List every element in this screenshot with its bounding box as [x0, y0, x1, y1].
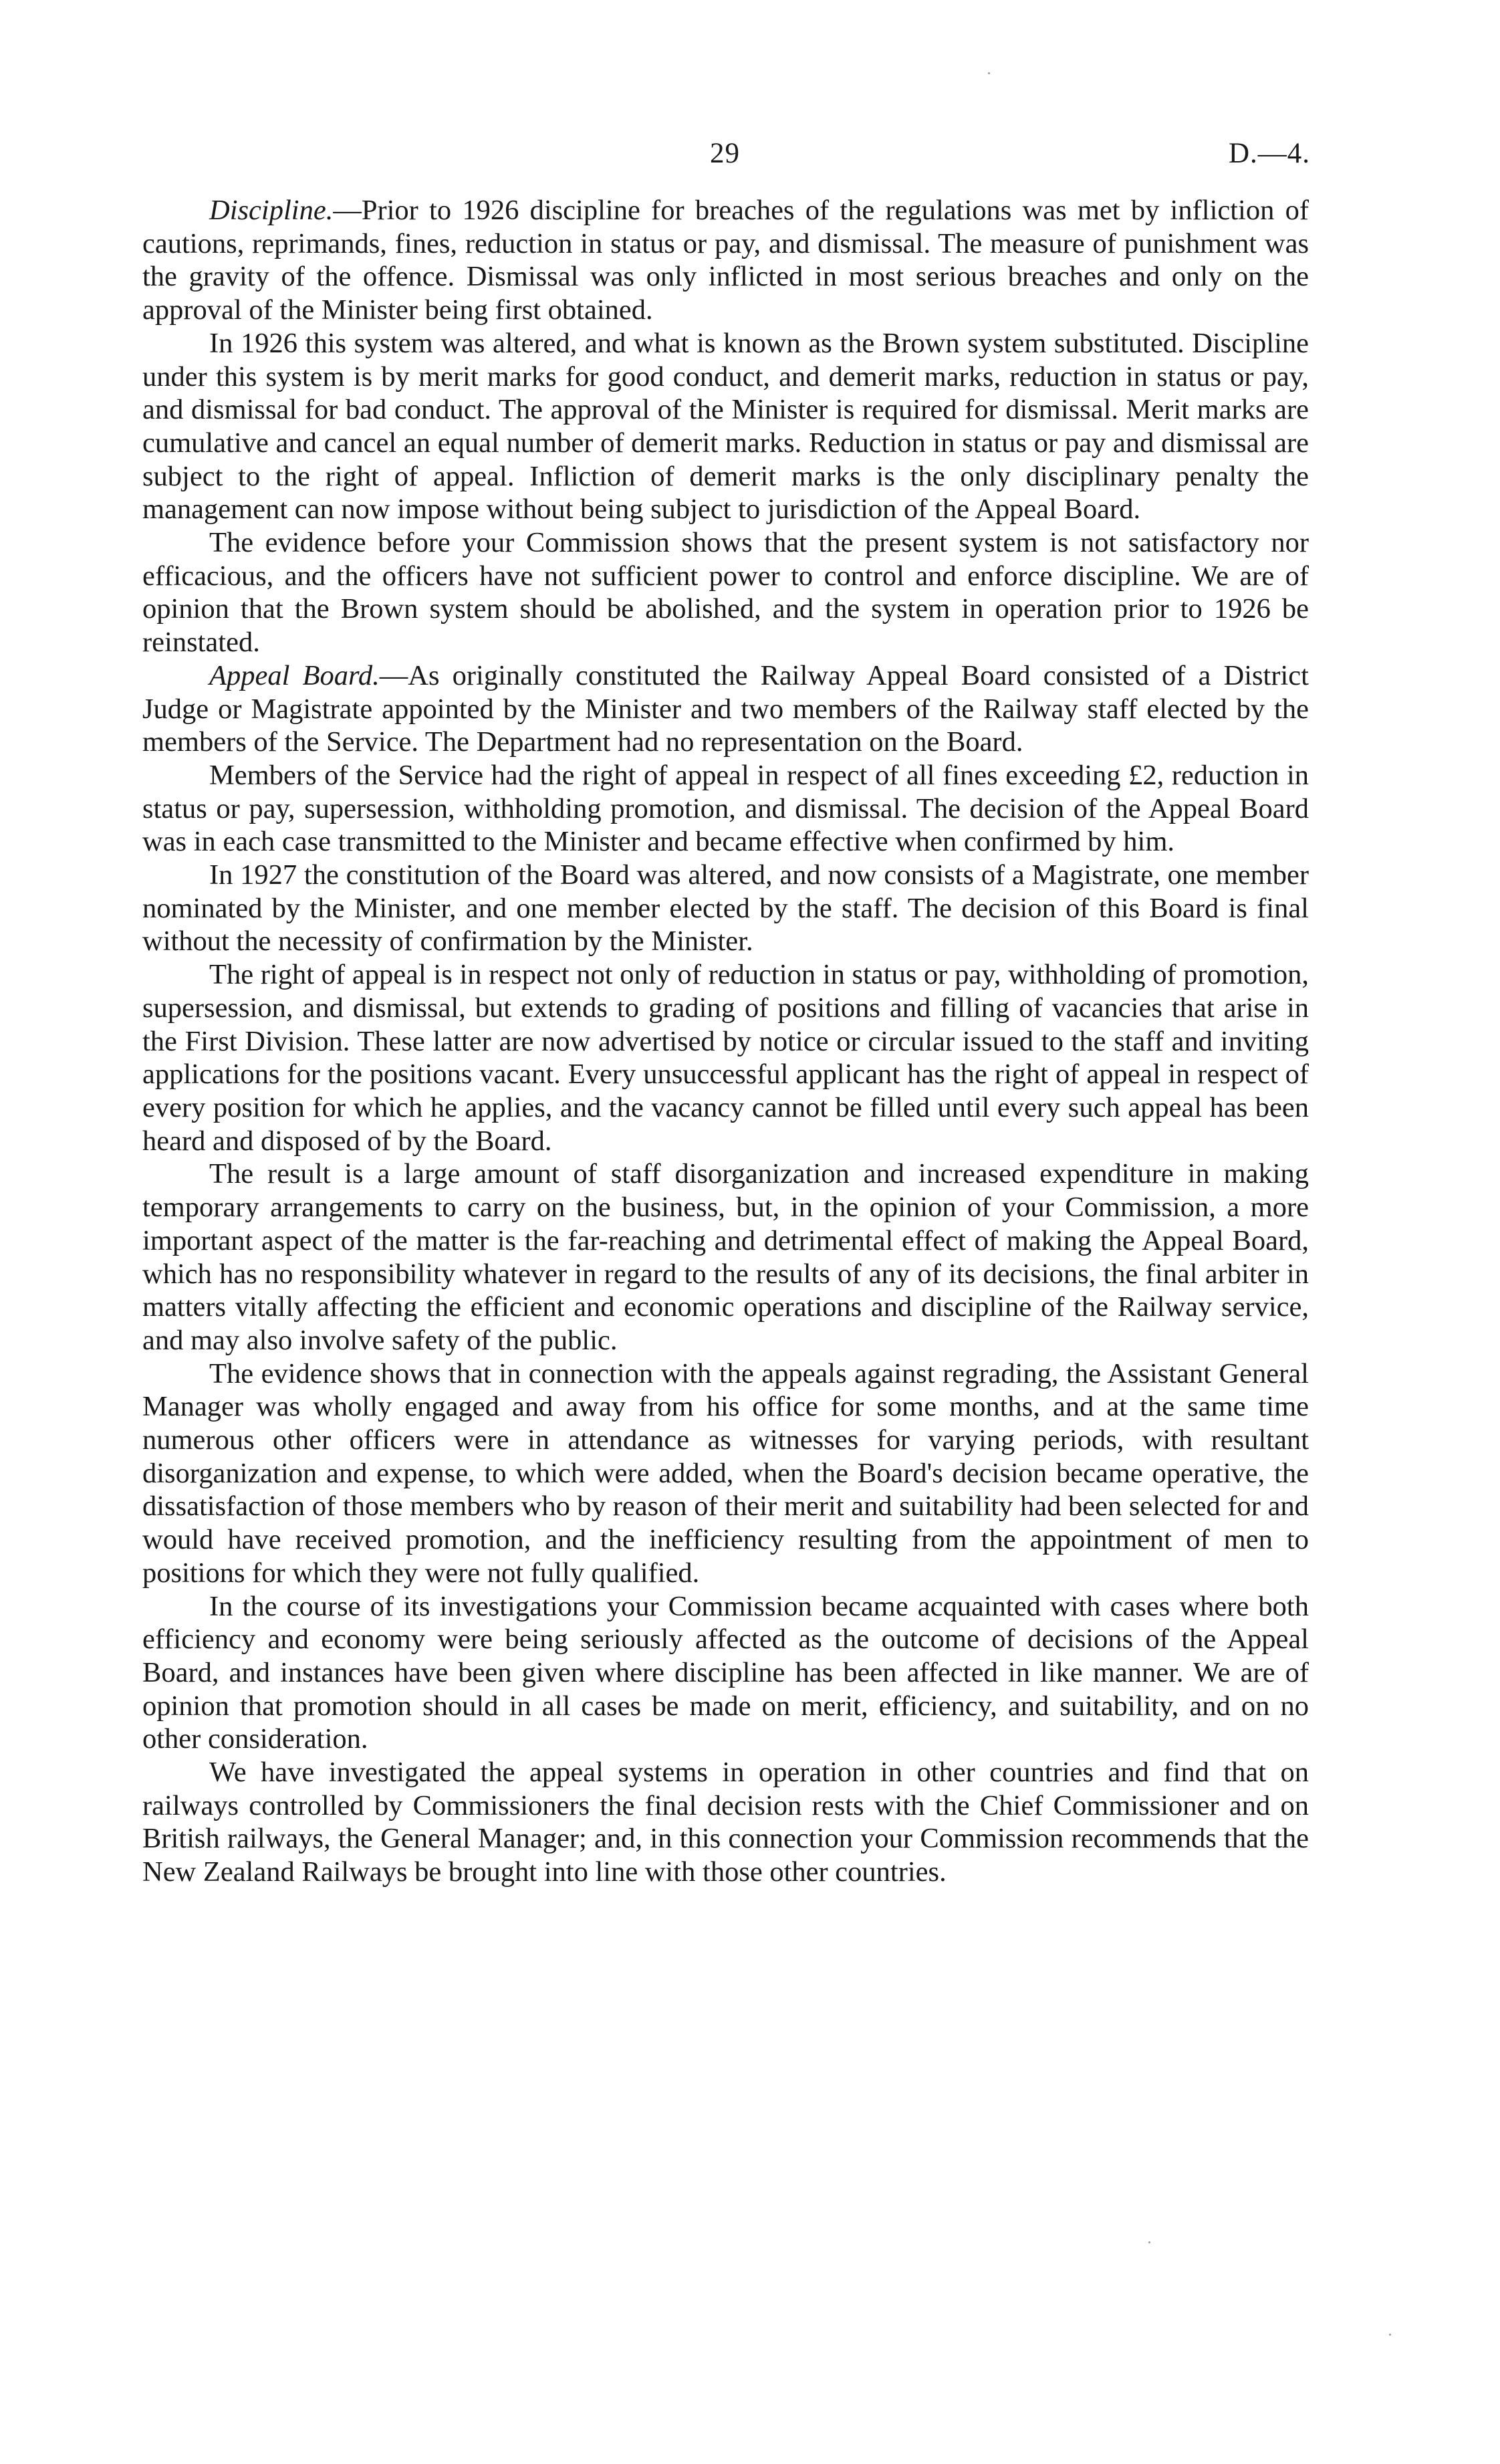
paragraph-result: The result is a large amount of staff disorganization and increased expenditure in making temporary arrangements to carry on the business, but, in the opinion of your Commission, a more important aspect of the matter is the far-reaching and detrimental effect of making the Appeal Board, which has no responsibility whatever in regard to the results of any of its decisions, the final arbiter in matters vitally affecting the efficient and economic operations and discipline of the Railway service, and may also involve safety of the public. — [142, 1158, 1309, 1356]
paragraph-text: —Prior to 1926 discipline for breaches of the regulations was met by infliction of cautions, reprimands, fines, reduction in status or pay, and dismissal. The measure of punishment was the gravity of the offence. Dismissal was only inflicted in most serious breaches and only on the approval of the Minister being first obtained. — [142, 195, 1309, 326]
paragraph-evidence: The evidence shows that in connection with the appeals against regrading, the Assistant General Manager was wholly engaged and away from his office for some months, and at the same time numerous other officers were in attendance as witnesses for varying periods, with resultant disorganization and expense, to which were added, when the Board's decision became operative, the dissatisfaction of those members who by reason of their merit and suitability had been selected for and would have received promotion, and the inefficiency resulting from the appointment of men to positions for which they were not fully qualified. — [142, 1357, 1309, 1589]
scan-speck — [988, 72, 990, 74]
document-reference: D.—4. — [1229, 138, 1311, 169]
paragraph-brown-system: In 1926 this system was altered, and what is known as the Brown system substituted. Discipline under this system is by merit marks for good conduct, and demerit marks, reduction in status or pay, and dismissal for bad conduct. The approval of the Minister is required for dismissal. Merit marks are cumulative and cancel an equal number of demerit marks. Reduction in status or pay and dismissal are subject to the right of appeal. Infliction of demerit marks is the only disciplinary penalty the management can now impose without being subject to jurisdiction of the Appeal Board. — [142, 327, 1309, 526]
page-header — [0, 137, 1500, 177]
paragraph-investigations: In the course of its investigations your Commission became acquainted with cases where both efficiency and economy were being seriously affected as the outcome of decisions of the Appeal Board, and instances have been given where discipline has been affected in like manner. We are of opinion that promotion should in all cases be made on merit, efficiency, and suitability, and on no other consideration. — [142, 1590, 1309, 1755]
scan-speck — [1148, 2241, 1150, 2243]
paragraph-heading: Discipline. — [209, 195, 334, 226]
report-body — [142, 194, 1309, 1889]
paragraph-text: —As originally constituted the Railway Appeal Board consisted of a District Judge or Magistrate appointed by the Minister and two members of the Railway staff elected by the members of the Service. The Department had no representation on the Board. — [142, 659, 1309, 758]
paragraph-heading: Appeal Board. — [209, 659, 380, 691]
paragraph-recommendation: We have investigated the appeal systems in operation in other countries and find that on railways controlled by Commissioners the final decision rests with the Chief Commissioner and on British railways, the General Manager; and, in this connection your Commission recommends that the New Zealand Railways be brought into line with those other countries. — [142, 1757, 1309, 1888]
paragraph-appeal-board — [142, 659, 1309, 759]
paragraph-1927-constitution: In 1927 the constitution of the Board was altered, and now consists of a Magistrate, one member nominated by the Minister, and one member elected by the staff. The decision of this Board is final without the necessity of confirmation by the Minister. — [142, 859, 1309, 958]
paragraph-scope-of-appeal: The right of appeal is in respect not only of reduction in status or pay, withholding of promotion, supersession, and dismissal, but extends to grading of positions and filling of vacancies that arise in the First Division. These latter are now advertised by notice or circular issued to the staff and inviting applications for the positions vacant. Every unsuccessful applicant has the right of appeal in respect of every position for which he applies, and the vacancy cannot be filled until every such appeal has been heard and disposed of by the Board. — [142, 959, 1309, 1157]
paragraph-commission-opinion: The evidence before your Commission shows that the present system is not satisfactory nor efficacious, and the officers have not sufficient power to control and enforce discipline. We are of opinion that the Brown system should be abolished, and the system in operation prior to 1926 be reinstated. — [142, 527, 1309, 659]
page-number: 29 — [710, 138, 740, 169]
paragraph-right-of-appeal: Members of the Service had the right of appeal in respect of all fines exceeding £2, reduction in status or pay, supersession, withholding promotion, and dismissal. The decision of the Appeal Board was in each case transmitted to the Minister and became effective when confirmed by him. — [142, 759, 1309, 858]
paragraph-discipline — [142, 194, 1309, 327]
scan-speck — [1389, 2334, 1391, 2336]
